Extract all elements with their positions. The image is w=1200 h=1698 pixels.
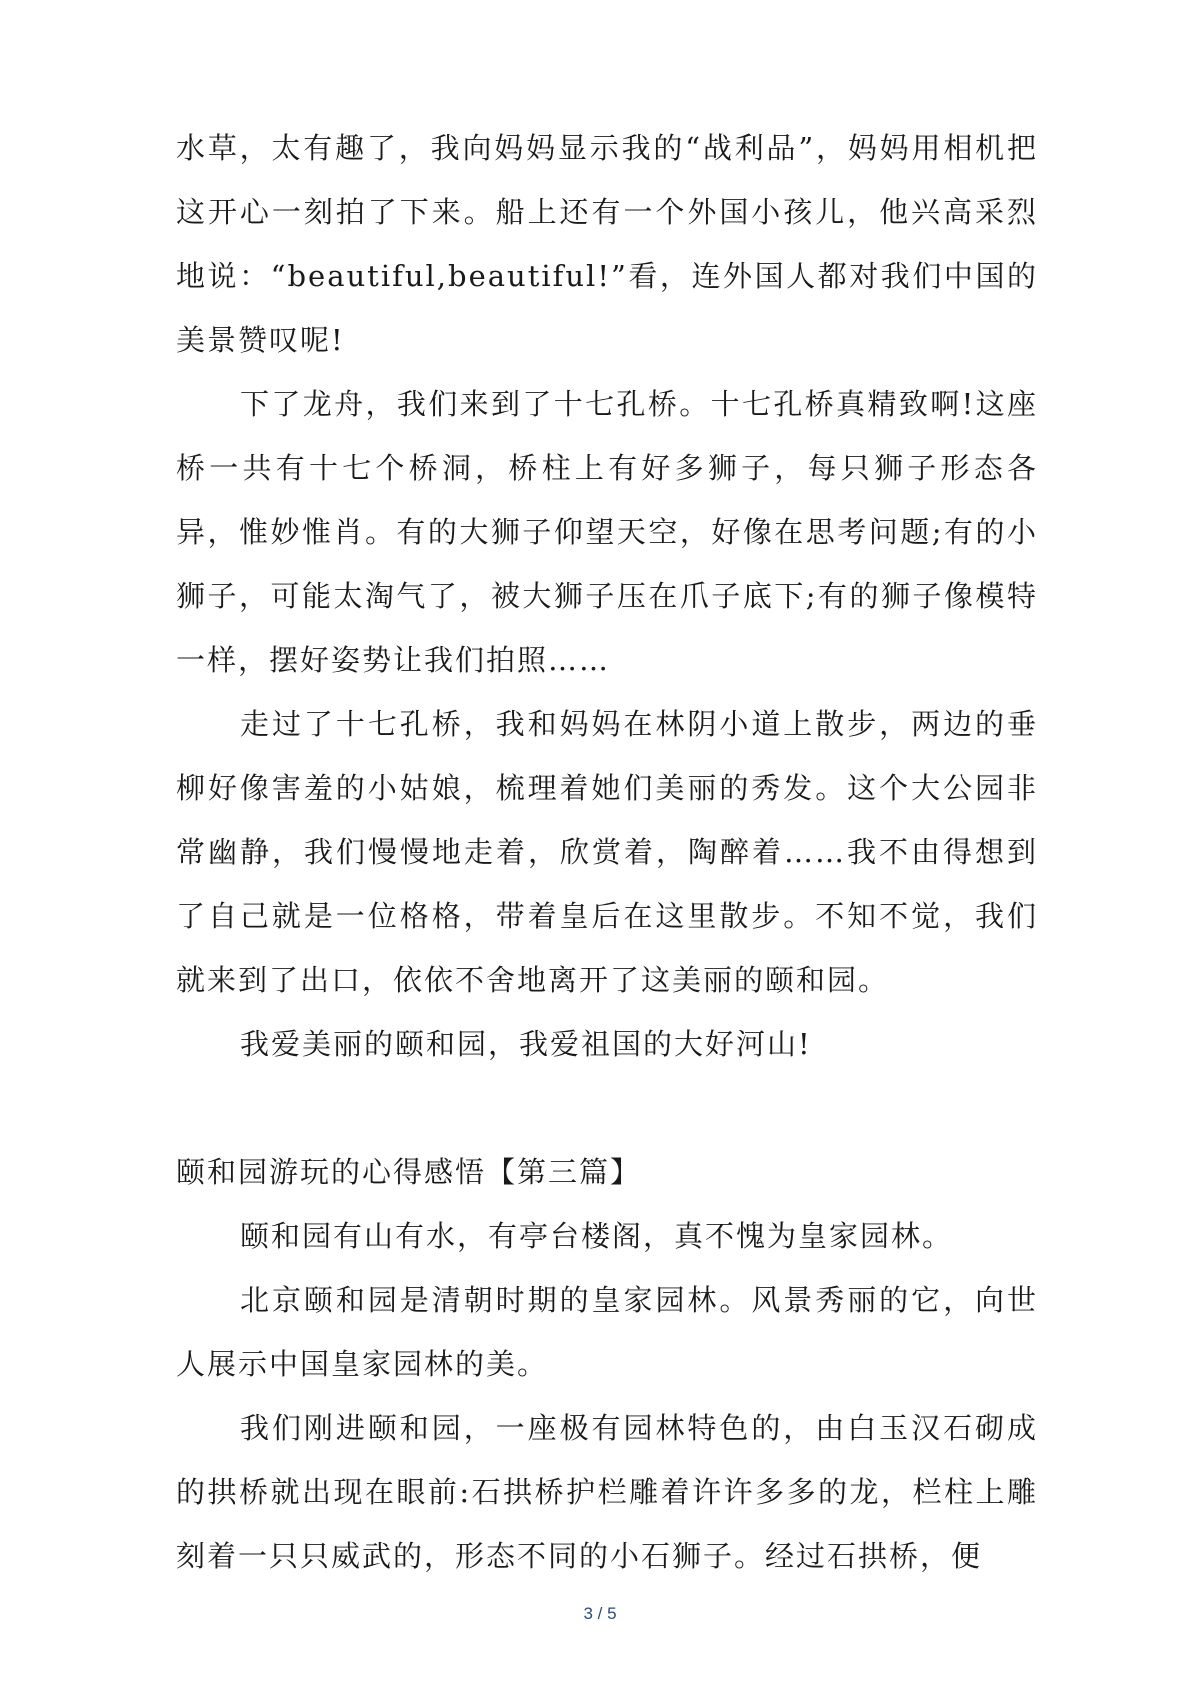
document-body <box>176 116 1038 1588</box>
page-number: 3 / 5 <box>583 1604 617 1623</box>
paragraph-2: 下了龙舟，我们来到了十七孔桥。十七孔桥真精致啊!这座桥一共有十七个桥洞，桥柱上有好多狮子，每只狮子形态各异，惟妙惟肖。有的大狮子仰望天空，好像在思考问题;有的小狮子，可能太淘气了，被大狮子压在爪子底下;有的狮子像模特一样，摆好姿势让我们拍照…… <box>176 387 1038 677</box>
paragraph-3: 走过了十七孔桥，我和妈妈在林阴小道上散步，两边的垂柳好像害羞的小姑娘，梳理着她们美丽的秀发。这个大公园非常幽静，我们慢慢地走着，欣赏着，陶醉着……我不由得想到了自己就是一位格格，带着皇后在这里散步。不知不觉，我们就来到了出口，依依不舍地离开了这美丽的颐和园。 <box>176 707 1038 997</box>
paragraph-5: 颐和园有山有水，有亭台楼阁，真不愧为皇家园林。 <box>240 1219 954 1253</box>
paragraph-4: 我爱美丽的颐和园，我爱祖国的大好河山! <box>240 1027 812 1061</box>
paragraph-7: 我们刚进颐和园，一座极有园林特色的，由白玉汉石砌成的拱桥就出现在眼前:石拱桥护栏雕着许许多多的龙，栏柱上雕刻着一只只威武的，形态不同的小石狮子。经过石拱桥，便 <box>176 1411 1038 1573</box>
paragraph-1: 水草，太有趣了，我向妈妈显示我的“战利品”，妈妈用相机把这开心一刻拍了下来。船上还有一个外国小孩儿，他兴高采烈地说：“beautiful,beautiful!”看，连外国人都对我们中国的美景赞叹呢! <box>176 131 1038 357</box>
section-heading: 颐和园游玩的心得感悟【第三篇】 <box>176 1155 642 1189</box>
paragraph-6: 北京颐和园是清朝时期的皇家园林。风景秀丽的它，向世人展示中国皇家园林的美。 <box>176 1283 1038 1381</box>
